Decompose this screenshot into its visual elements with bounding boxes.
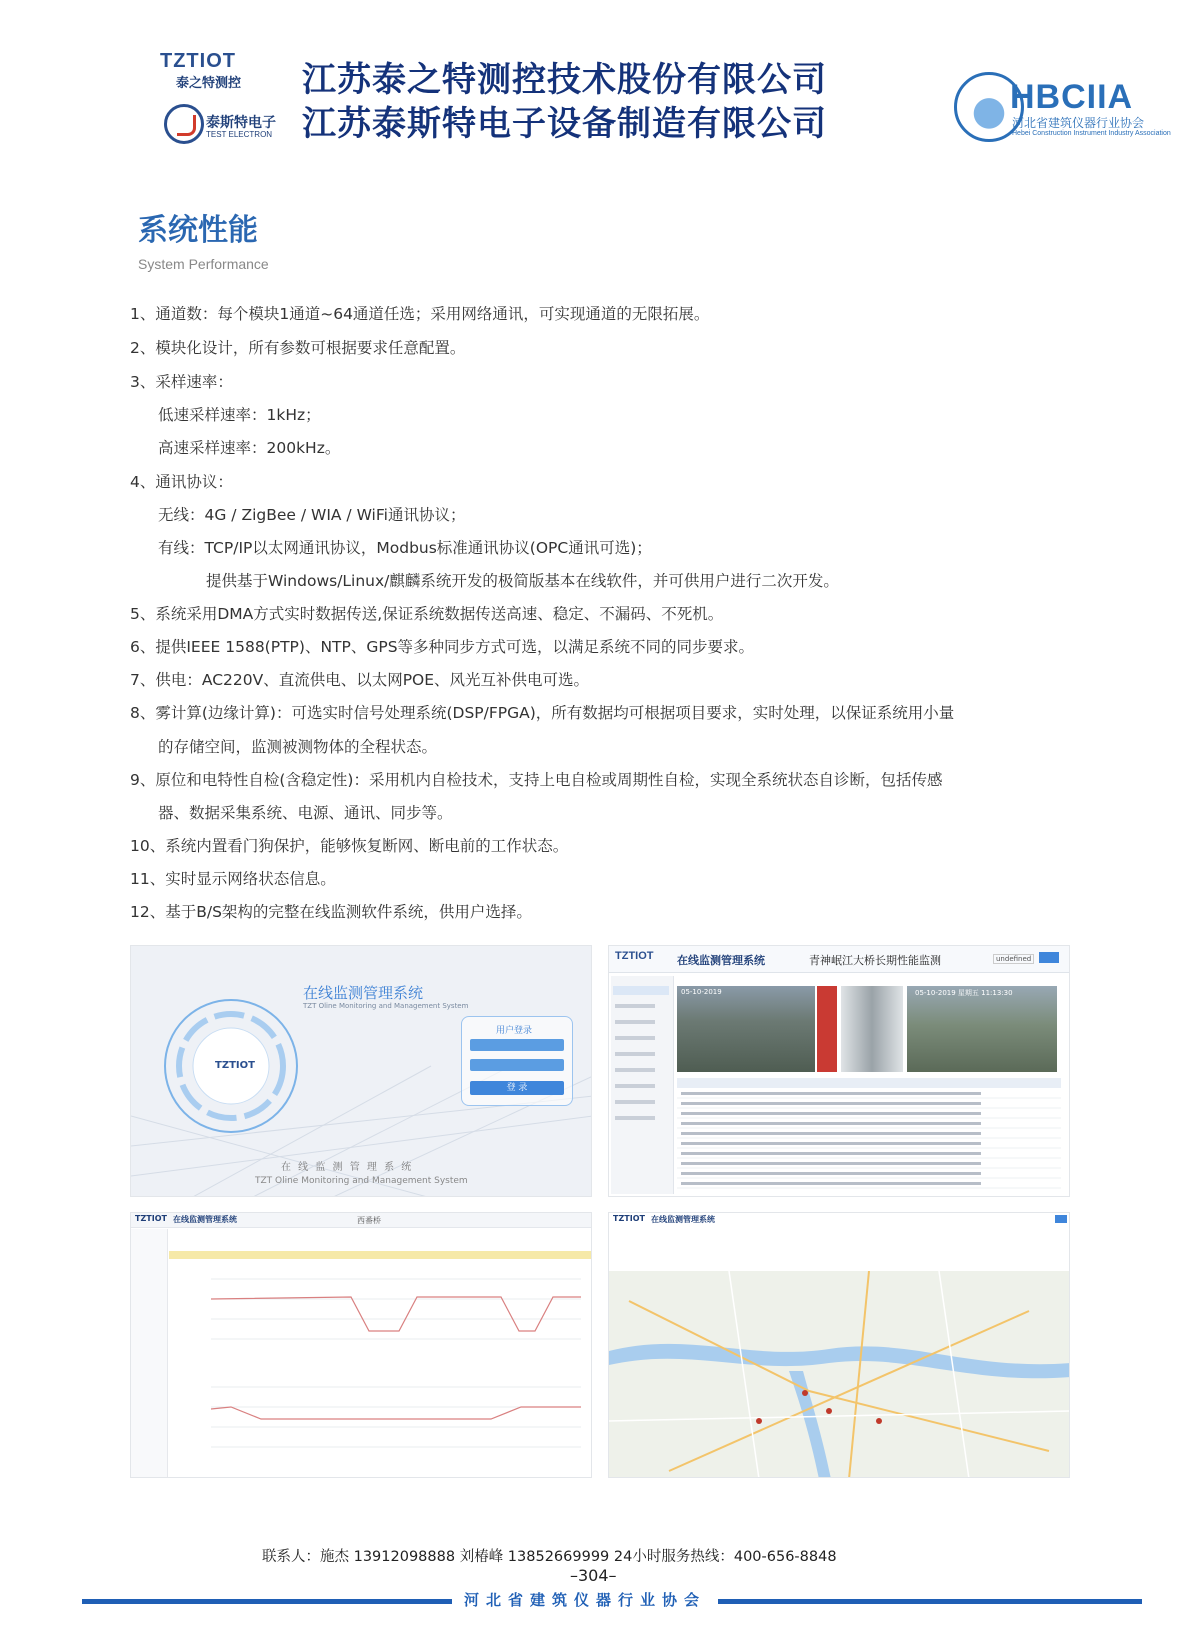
video-feed-left[interactable] (677, 986, 815, 1072)
line-charts (171, 1269, 591, 1475)
line-series-upper (211, 1297, 581, 1331)
login-screenshot (130, 945, 592, 1197)
test-electron-logo-en: TEST ELECTRON (206, 130, 273, 139)
login-logo-text: TZTIOT (215, 1060, 255, 1071)
data-table (677, 1078, 1061, 1196)
login-footer-title-en: TZT Oline Monitoring and Management System (255, 1176, 468, 1186)
password-input[interactable] (470, 1059, 564, 1071)
login-panel-title: 用户登录 (496, 1026, 533, 1036)
item-4-wired: 有线：TCP/IP以太网通讯协议，Modbus标准通讯协议(OPC通讯可选)； (158, 539, 652, 557)
test-electron-logo-icon (164, 104, 204, 144)
video-monitoring-screenshot (608, 945, 1070, 1197)
item-2: 2、模块化设计，所有参数可根据要求任意配置。 (130, 339, 466, 357)
tztiot-logo-cn: 泰之特测控 (176, 76, 242, 91)
video-action-button[interactable] (1039, 952, 1059, 963)
line-series-lower (211, 1407, 581, 1419)
item-4: 4、通讯协议： (130, 473, 233, 491)
video-system-name: 在线监测管理系统 (677, 954, 765, 967)
video-feed-right[interactable] (907, 986, 1057, 1072)
company-name-2: 江苏泰斯特电子设备制造有限公司 (302, 104, 827, 144)
chart-screenshot (130, 1212, 592, 1478)
item-3-high: 高速采样速率：200kHz。 (158, 439, 341, 457)
association-logo: HBCIIA (1010, 78, 1134, 116)
video-dropdown[interactable]: undefined (993, 954, 1034, 964)
username-input[interactable] (470, 1039, 564, 1051)
login-system-title-en: TZT Oline Monitoring and Management System (303, 1002, 469, 1010)
item-1: 1、通道数：每个模块1通道~64通道任选；采用网络通讯，可实现通道的无限拓展。 (130, 305, 710, 323)
item-8-cont: 的存储空间，监测被测物体的全程状态。 (158, 738, 438, 756)
item-3-low: 低速采样速率：1kHz； (158, 406, 321, 424)
video-banner-strip (817, 986, 837, 1072)
sidebar-item[interactable] (615, 1004, 655, 1008)
item-3: 3、采样速率： (130, 373, 233, 391)
login-system-title: 在线监测管理系统 (303, 984, 424, 1002)
sidebar-item[interactable] (615, 1036, 655, 1040)
sidebar-item[interactable] (615, 1100, 655, 1104)
association-name: 河北省建筑仪器行业协会 (1012, 116, 1145, 130)
sidebar-item[interactable] (615, 1084, 655, 1088)
section-title: 系统性能 (138, 213, 258, 248)
map-screenshot (608, 1212, 1070, 1478)
sidebar-item[interactable] (615, 1116, 655, 1120)
item-10: 10、系统内置看门狗保护，能够恢复断网、断电前的工作状态。 (130, 837, 569, 855)
item-6: 6、提供IEEE 1588(PTP)、NTP、GPS等多种同步方式可选，以满足系统不同的同步要求。 (130, 638, 755, 656)
video-page-title: 青神岷江大桥长期性能监测 (809, 954, 941, 967)
item-7: 7、供电：AC220V、直流供电、以太网POE、风光互补供电可选。 (130, 671, 590, 689)
sidebar-item[interactable] (615, 1068, 655, 1072)
video-feed-left-time: 05-10-2019 (681, 988, 722, 996)
test-electron-logo-text: 泰斯特电子 (206, 115, 276, 131)
association-name-en: Hebei Construction Instrument Industry Association (1012, 130, 1171, 137)
chart-brand: TZTIOT (135, 1214, 167, 1223)
contact-info: 联系人：施杰 13912098888 刘椿峰 13852669999 24小时服务热线：400-656-8848 (262, 1549, 837, 1565)
video-brand: TZTIOT (615, 950, 654, 962)
item-4-wireless: 无线：4G / ZigBee / WIA / WiFi通讯协议； (158, 506, 466, 524)
map-action-button[interactable] (1055, 1215, 1067, 1223)
login-footer-title: 在 线 监 测 管 理 系 统 (281, 1162, 414, 1173)
chart-query-bar[interactable] (169, 1251, 592, 1259)
sidebar-item[interactable] (615, 1052, 655, 1056)
section-subtitle: System Performance (138, 256, 269, 272)
item-5: 5、系统采用DMA方式实时数据传送,保证系统数据传送高速、稳定、不漏码、不死机。 (130, 605, 724, 623)
item-9-cont: 器、数据采集系统、电源、通讯、同步等。 (158, 804, 453, 822)
chart-system-name: 在线监测管理系统 (173, 1215, 237, 1224)
bridge-deck-view (841, 986, 903, 1072)
sidebar-item-active[interactable] (613, 986, 669, 995)
login-button[interactable]: 登 录 (470, 1081, 564, 1095)
item-11: 11、实时显示网络状态信息。 (130, 870, 336, 888)
map-view[interactable] (609, 1271, 1070, 1478)
item-4-software: 提供基于Windows/Linux/麒麟系统开发的极简版基本在线软件，并可供用户进行二次开发。 (206, 572, 839, 590)
tztiot-logo: TZTIOT (160, 50, 236, 72)
login-panel (461, 1016, 573, 1106)
chart-page-title: 西番桥 (357, 1216, 381, 1225)
item-8: 8、雾计算(边缘计算)：可选实时信号处理系统(DSP/FPGA)，所有数据均可根据项目要求，实时处理，以保证系统用小量 (130, 704, 955, 722)
video-sidebar (611, 976, 674, 1194)
item-9: 9、原位和电特性自检(含稳定性)：采用机内自检技术，支持上电自检或周期性自检，实现全系统状态自诊断，包括传感 (130, 771, 943, 789)
company-name-1: 江苏泰之特测控技术股份有限公司 (302, 60, 827, 100)
map-brand: TZTIOT (613, 1214, 645, 1223)
map-system-name: 在线监测管理系统 (651, 1215, 715, 1224)
item-12: 12、基于B/S架构的完整在线监测软件系统，供用户选择。 (130, 903, 532, 921)
footer-association: 河北省建筑仪器行业协会 (452, 1589, 718, 1610)
page-number: –304– (570, 1566, 617, 1585)
video-feed-right-time: 05-10-2019 星期五 11:13:30 (915, 989, 1013, 997)
chart-tree-sidebar (131, 1229, 168, 1478)
sidebar-item[interactable] (615, 1020, 655, 1024)
